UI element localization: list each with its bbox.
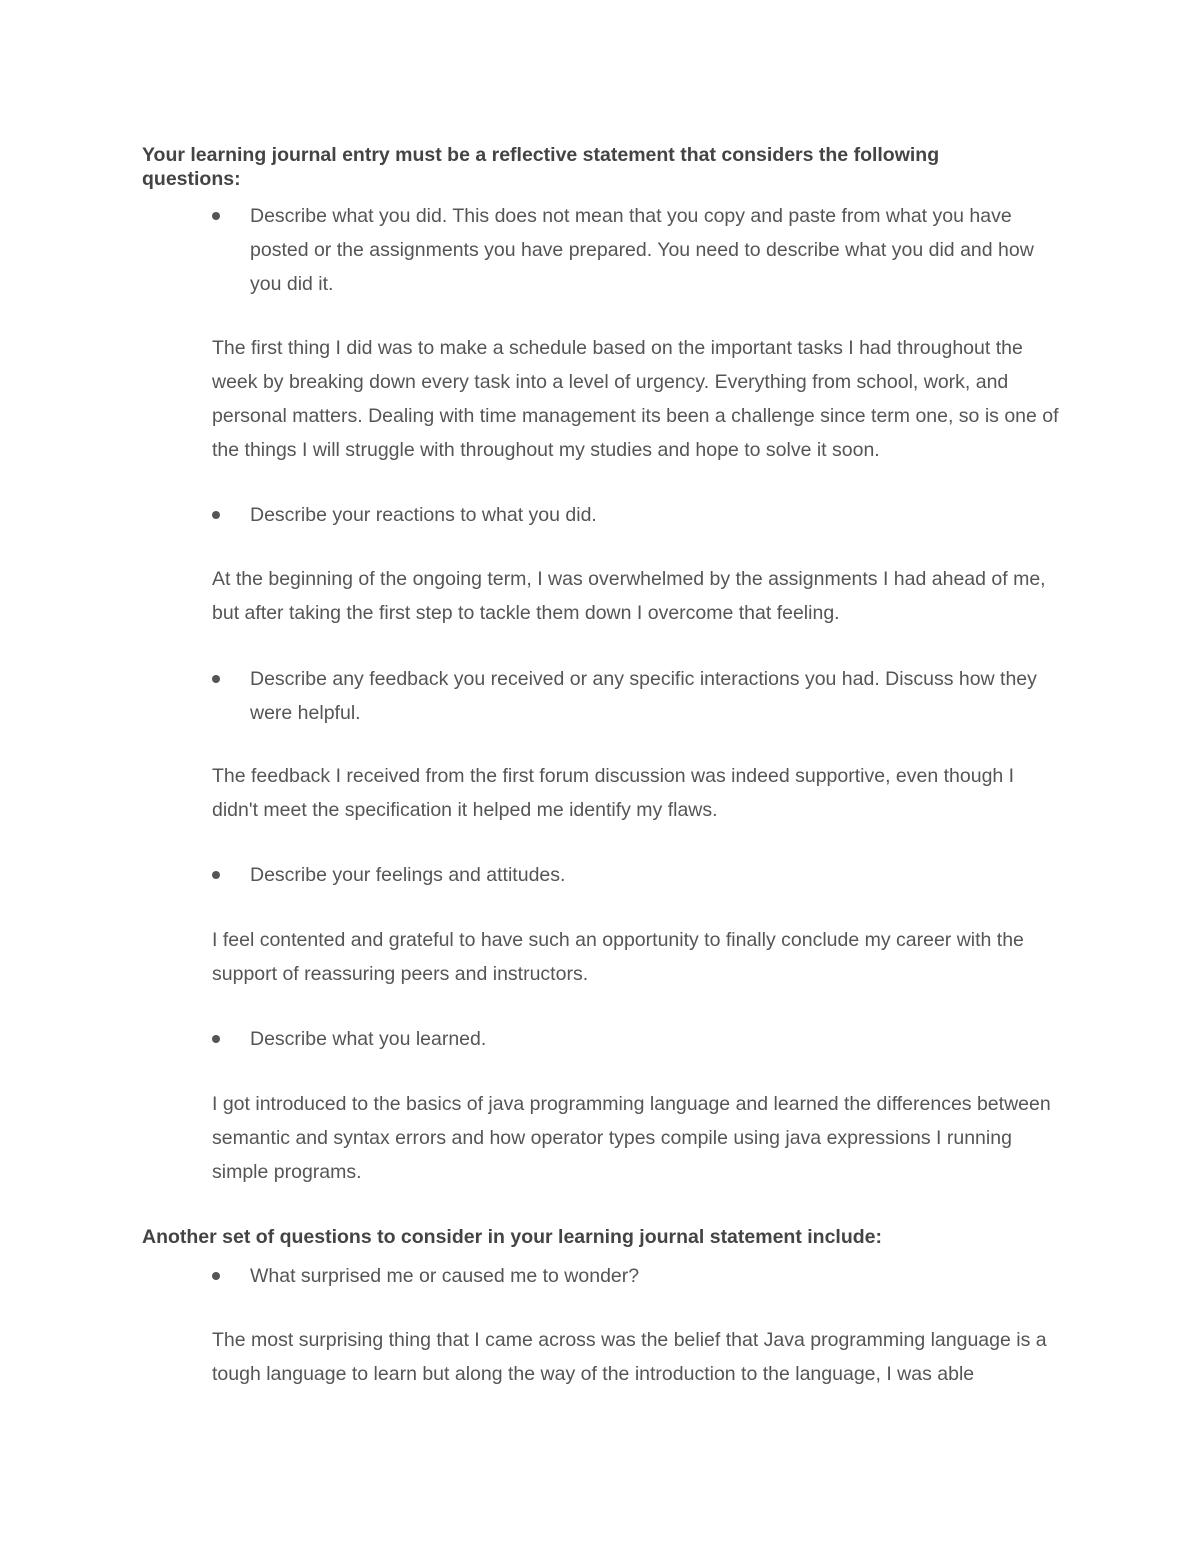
question-text: Describe your reactions to what you did.: [250, 504, 597, 526]
bullet-icon: [212, 1035, 220, 1043]
answer-surprised: The most surprising thing that I came across was the belief that Java programming language is a tough language to learn but along the way of the introduction to the language, I was able: [212, 1329, 1047, 1385]
bullet-describe-feelings: [212, 858, 1052, 892]
answer-feedback: The feedback I received from the first forum discussion was indeed supportive, even though I didn't meet the specification it helped me identify my flaws.: [212, 765, 1015, 821]
answer-reactions: At the beginning of the ongoing term, I was overwhelmed by the assignments I had ahead of me, but after taking the first step to tackle them down I overcome that feeling.: [212, 568, 1046, 624]
question-text: Describe what you learned.: [250, 1028, 487, 1050]
question-text: What surprised me or caused me to wonder?: [250, 1265, 640, 1287]
answer-what-you-did: The first thing I did was to make a schedule based on the important tasks I had throughout the week by breaking down every task into a level of urgency. Everything from school, work, and personal matters. Dealing with time management its been a challenge since term one, so is one of the things I will struggle with throughout my studies and hope to solve it soon.: [212, 337, 1059, 461]
heading-another-set: Another set of questions to consider in your learning journal statement include:: [142, 1226, 883, 1248]
bullet-icon: [212, 1272, 220, 1280]
bullet-icon: [212, 871, 220, 879]
heading-learning-journal: Your learning journal entry must be a reflective statement that considers the following questions:: [142, 144, 940, 190]
bullet-describe-feedback: [212, 662, 1052, 730]
question-text: Describe any feedback you received or any specific interactions you had. Discuss how they were helpful.: [250, 668, 1037, 724]
question-text: Describe your feelings and attitudes.: [250, 864, 566, 886]
question-text: Describe what you did. This does not mean that you copy and paste from what you have posted or the assignments you have prepared. You need to describe what you did and how you did it.: [250, 205, 1034, 295]
bullet-icon: [212, 511, 220, 519]
bullet-describe-what-you-did: [212, 199, 1052, 301]
answer-feelings: I feel contented and grateful to have such an opportunity to finally conclude my career with the support of reassuring peers and instructors.: [212, 929, 1024, 985]
bullet-describe-reactions: [212, 498, 1052, 532]
bullet-describe-learned: [212, 1022, 1052, 1056]
bullet-what-surprised: [212, 1259, 1052, 1293]
answer-learned: I got introduced to the basics of java programming language and learned the differences between semantic and syntax errors and how operator types compile using java expressions I running simple programs.: [212, 1093, 1051, 1183]
bullet-icon: [212, 212, 220, 220]
bullet-icon: [212, 675, 220, 683]
